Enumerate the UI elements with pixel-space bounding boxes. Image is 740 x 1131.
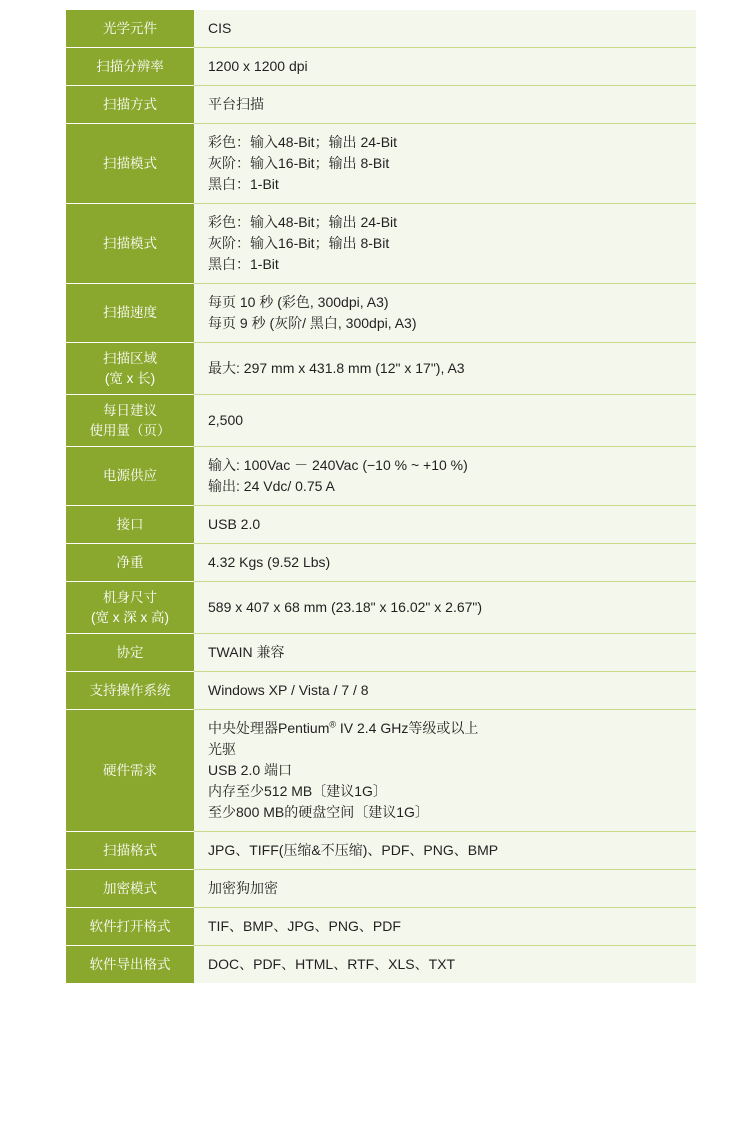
spec-label-line: 扫描区域 [103, 351, 157, 366]
spec-value-line: DOC、PDF、HTML、RTF、XLS、TXT [208, 956, 456, 973]
spec-label-cell [66, 506, 194, 544]
spec-label-line: 扫描模式 [103, 235, 157, 251]
spec-label-cell [66, 870, 194, 908]
spec-value-cell [194, 672, 696, 710]
spec-label-line: 光学元件 [103, 20, 157, 36]
spec-label-cell [66, 710, 194, 832]
table-row [66, 582, 696, 634]
spec-label-cell [66, 86, 194, 124]
spec-value-line: 至少800 MB的硬盘空间〔建议1G〕 [208, 804, 429, 821]
spec-label-line: 机身尺寸 [103, 590, 157, 606]
table-row [66, 946, 696, 984]
spec-label-line: 净重 [116, 554, 144, 570]
spec-label-cell [66, 204, 194, 284]
spec-value-cell [194, 506, 696, 544]
table-row [66, 634, 696, 672]
spec-label-cell [66, 908, 194, 946]
spec-value-line: 彩色：输入48-Bit；输出 24-Bit [208, 214, 398, 230]
table-row [66, 204, 696, 284]
spec-value-line: USB 2.0 [208, 516, 261, 533]
spec-label-line: 软件导出格式 [89, 957, 171, 973]
table-row [66, 48, 696, 86]
spec-value-line: 灰阶：输入16-Bit；输出 8-Bit [208, 235, 390, 251]
specification-table [66, 10, 696, 983]
spec-value-cell [194, 447, 696, 506]
table-row [66, 86, 696, 124]
spec-value-cell [194, 124, 696, 204]
table-row [66, 447, 696, 506]
spec-label-cell [66, 284, 194, 343]
registered-mark: ® [329, 719, 336, 730]
spec-value-cell [194, 204, 696, 284]
spec-value-line: 每页 10 秒 (彩色, 300dpi, A3) [208, 294, 389, 310]
spec-label-cell [66, 946, 194, 984]
spec-label-line: (宽 x 长) [104, 370, 156, 386]
spec-label-line: 使用量（页） [89, 422, 171, 438]
spec-label-line: 支持操作系统 [89, 683, 171, 699]
spec-value-line: 2,500 [208, 412, 244, 429]
spec-label-line: 扫描方式 [103, 96, 157, 112]
spec-label-line: 扫描格式 [103, 843, 157, 859]
spec-value-line: 589 x 407 x 68 mm (23.18" x 16.02" x 2.67") [208, 599, 483, 616]
table-row [66, 710, 696, 832]
spec-value-line: 4.32 Kgs (9.52 Lbs) [208, 554, 331, 571]
spec-label-cell [66, 48, 194, 86]
spec-label-line: 扫描分辨率 [96, 58, 164, 74]
spec-value-cell [194, 710, 696, 832]
table-row [66, 544, 696, 582]
spec-label-cell [66, 10, 194, 48]
spec-value-cell [194, 343, 696, 395]
spec-value-line: CIS [208, 20, 232, 36]
spec-value-cell [194, 946, 696, 984]
table-row [66, 10, 696, 48]
spec-value-cell [194, 634, 696, 672]
spec-value-line: 黑白：1-Bit [208, 176, 279, 192]
spec-value-line: 每页 9 秒 (灰阶/ 黑白, 300dpi, A3) [208, 315, 417, 331]
spec-value-line: 中央处理器Pentium® IV 2.4 GHz等级或以上 [208, 719, 479, 737]
table-row [66, 672, 696, 710]
spec-value-line: Windows XP / Vista / 7 / 8 [208, 682, 369, 699]
spec-value-cell [194, 870, 696, 908]
spec-value-line: 平台扫描 [208, 96, 264, 112]
spec-label-line: 每日建议 [103, 403, 157, 419]
spec-label-cell [66, 343, 194, 395]
specification-table-container [66, 10, 674, 983]
spec-value-cell [194, 395, 696, 447]
spec-value-cell [194, 908, 696, 946]
table-row [66, 284, 696, 343]
spec-label-line: 扫描速度 [103, 305, 157, 321]
spec-label-cell [66, 634, 194, 672]
spec-label-cell [66, 672, 194, 710]
spec-value-line: 加密狗加密 [208, 880, 278, 897]
spec-value-cell [194, 86, 696, 124]
spec-label-cell [66, 124, 194, 204]
table-row [66, 506, 696, 544]
spec-label-line: 扫描模式 [103, 155, 157, 171]
spec-value-line: 最大: 297 mm x 431.8 mm (12" x 17"), A3 [208, 360, 465, 377]
spec-value-line: TWAIN 兼容 [208, 644, 285, 661]
spec-label-line: (宽 x 深 x 高) [91, 609, 169, 625]
spec-value-line: 光驱 [208, 741, 236, 758]
spec-value-line: 输入: 100Vac － 240Vac (−10 % ~ +10 %) [208, 457, 468, 474]
spec-value-cell [194, 544, 696, 582]
table-row [66, 870, 696, 908]
spec-label-line: 电源供应 [103, 468, 157, 484]
spec-label-line: 加密模式 [103, 881, 157, 897]
spec-value-line: TIF、BMP、JPG、PNG、PDF [208, 918, 401, 935]
spec-value-line: 黑白：1-Bit [208, 256, 279, 272]
spec-label-line: 硬件需求 [103, 763, 157, 779]
spec-label-cell [66, 544, 194, 582]
spec-label-cell [66, 582, 194, 634]
spec-value-cell [194, 832, 696, 870]
table-row [66, 395, 696, 447]
spec-value-line: JPG、TIFF(压缩&不压缩)、PDF、PNG、BMP [208, 842, 499, 859]
spec-label-cell [66, 395, 194, 447]
specification-table-body [66, 10, 696, 983]
spec-value-line: 灰阶：输入16-Bit；输出 8-Bit [208, 155, 390, 171]
spec-label-cell [66, 447, 194, 506]
spec-value-cell [194, 10, 696, 48]
spec-label-line: 协定 [116, 645, 144, 661]
spec-value-cell [194, 582, 696, 634]
spec-value-line: 输出: 24 Vdc/ 0.75 A [208, 478, 335, 495]
spec-value-line: USB 2.0 端口 [208, 762, 293, 779]
spec-value-cell [194, 48, 696, 86]
spec-value-line: 内存至少512 MB〔建议1G〕 [208, 783, 387, 800]
spec-label-cell [66, 832, 194, 870]
table-row [66, 908, 696, 946]
table-row [66, 124, 696, 204]
table-row [66, 832, 696, 870]
spec-label-line: 软件打开格式 [89, 919, 171, 935]
spec-value-cell [194, 284, 696, 343]
table-row [66, 343, 696, 395]
spec-value-line: 彩色：输入48-Bit；输出 24-Bit [208, 134, 398, 150]
spec-value-line: 1200 x 1200 dpi [208, 58, 308, 74]
spec-label-line: 接口 [116, 516, 144, 532]
